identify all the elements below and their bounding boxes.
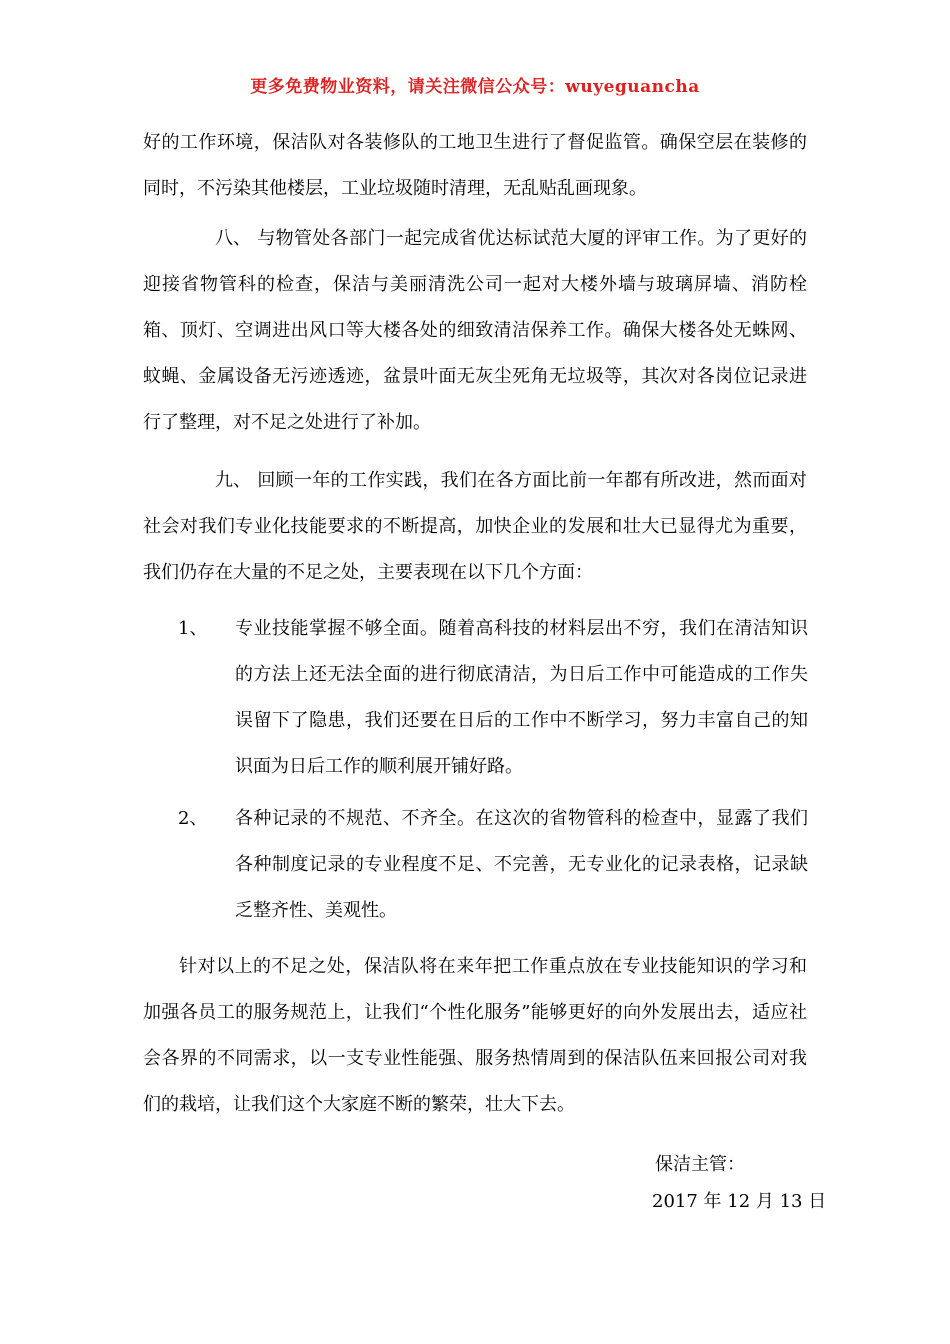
section-number-eight: 八、 bbox=[215, 228, 251, 249]
paragraph-nine bbox=[143, 458, 807, 596]
paragraph-eight bbox=[143, 216, 807, 446]
signature-date: 2017 年 12 月 13 日 bbox=[652, 1191, 827, 1212]
list-item bbox=[178, 796, 808, 934]
list-item-text: 各种记录的不规范、不齐全。在这次的省物管科的检查中，显露了我们各种制度记录的专业程度不足、不完善，无专业化的记录表格，记录缺乏整齐性、美观性。 bbox=[235, 808, 808, 921]
list-item-number: 1、 bbox=[178, 618, 208, 639]
list-item-text: 专业技能掌握不够全面。随着高科技的材料层出不穷，我们在清洁知识的方法上还无法全面的进行彻底清洁，为日后工作中可能造成的工作失误留下了隐患，我们还要在日后的工作中不断学习，努力丰富自己的知识面为日后工作的顺利展开铺好路。 bbox=[235, 618, 808, 777]
paragraph-eight-text: 与物管处各部门一起完成省优达标试范大厦的评审工作。为了更好的迎接省物管科的检查，保洁与美丽清洗公司一起对大楼外墙与玻璃屏墙、消防栓箱、顶灯、空调进出风口等大楼各处的细致清洁保养工作。确保大楼各处无蛛网、蚊蝇、金属设备无污迹透迹，盆景叶面无灰尘死角无垃圾等，其次对各岗位记录进行了整理，对不足之处进行了补加。 bbox=[143, 228, 807, 433]
list-item bbox=[178, 606, 808, 790]
paragraph-nine-text: 回顾一年的工作实践，我们在各方面比前一年都有所改进，然而面对社会对我们专业化技能要求的不断提高，加快企业的发展和壮大已显得尤为重要，我们仍存在大量的不足之处，主要表现在以下几个方面： bbox=[143, 470, 807, 583]
list-item-number: 2、 bbox=[178, 808, 208, 829]
paragraph-closing: 针对以上的不足之处，保洁队将在来年把工作重点放在专业技能知识的学习和加强各员工的服务规范上，让我们“个性化服务”能够更好的向外发展出去，适应社会各界的不同需求，以一支专业性能强、服务热情周到的保洁队伍来回报公司对我们的栽培，让我们这个大家庭不断的繁荣，壮大下去。 bbox=[143, 956, 807, 1115]
section-number-nine: 九、 bbox=[215, 470, 251, 491]
signature-title: 保洁主管： bbox=[655, 1154, 745, 1175]
paragraph-continuation: 好的工作环境，保洁队对各装修队的工地卫生进行了督促监管。确保空层在装修的同时，不污染其他楼层，工业垃圾随时清理，无乱贴乱画现象。 bbox=[143, 132, 807, 199]
header-notice: 更多免费物业资料，请关注微信公众号：wuyeguancha bbox=[250, 77, 700, 97]
